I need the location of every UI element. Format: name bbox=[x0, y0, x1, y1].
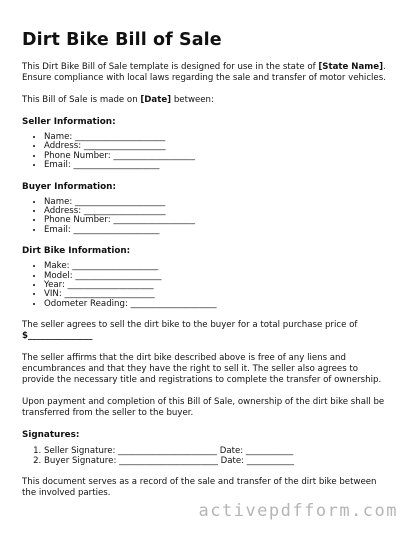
seller-list bbox=[22, 133, 390, 171]
date-placeholder: [Date] bbox=[140, 95, 172, 105]
seller-address-field: • Address: ___________________ bbox=[44, 142, 390, 151]
signatures-heading: Signatures: bbox=[22, 430, 80, 441]
buyer-signature-line: 2. Buyer Signature: _______________________ Date: ___________ bbox=[44, 456, 390, 466]
intro-suffix: . Ensure compliance with local laws regarding the sale and transfer of motor vehicles. bbox=[22, 62, 386, 83]
state-placeholder: [State Name] bbox=[318, 62, 384, 72]
intro-paragraph bbox=[22, 62, 390, 84]
seller-phone-field: • Phone Number: ___________________ bbox=[44, 152, 390, 161]
date-line bbox=[22, 95, 390, 106]
bike-model-field: • Model: ____________________ bbox=[44, 272, 390, 281]
date-suffix: between: bbox=[171, 95, 214, 105]
document-title: Dirt Bike Bill of Sale bbox=[22, 30, 222, 50]
bike-make-field: • Make: ____________________ bbox=[44, 262, 390, 271]
buyer-name-field: • Name: _____________________ bbox=[44, 198, 390, 207]
date-prefix: This Bill of Sale is made on bbox=[22, 95, 141, 105]
bike-heading: Dirt Bike Information: bbox=[22, 246, 131, 257]
buyer-address-field: • Address: ___________________ bbox=[44, 207, 390, 216]
buyer-phone-field: • Phone Number: ___________________ bbox=[44, 216, 390, 225]
affirmation-paragraph: The seller affirms that the dirt bike described above is free of any liens and encumbrances and that they have the right to sell it. The seller also agrees to provide the necessary title and registrations to complete the transfer of ownership. bbox=[22, 353, 382, 386]
seller-signature-line: 1. Seller Signature: _______________________ Date: ___________ bbox=[44, 446, 390, 456]
signatures-list bbox=[22, 446, 390, 466]
buyer-heading: Buyer Information: bbox=[22, 181, 116, 192]
transfer-paragraph: Upon payment and completion of this Bill of Sale, ownership of the dirt bike shall be transferred from the seller to the buyer. bbox=[22, 397, 385, 419]
seller-heading: Seller Information: bbox=[22, 117, 116, 127]
seller-name-field: • Name: _____________________ bbox=[44, 133, 390, 142]
bike-odometer-field: • Odometer Reading: ____________________ bbox=[44, 300, 390, 309]
buyer-email-field: • Email: ____________________ bbox=[44, 226, 390, 235]
bike-list bbox=[22, 262, 390, 309]
watermark: activepdfform.com bbox=[198, 501, 398, 521]
intro-prefix: This Dirt Bike Bill of Sale template is designed for use in the state of bbox=[22, 62, 319, 72]
price-text: The seller agrees to sell the dirt bike to the buyer for a total purchase price of bbox=[22, 320, 358, 331]
price-amount: $_______________ bbox=[22, 331, 93, 342]
closing-paragraph: This document serves as a record of the sale and transfer of the dirt bike between the involved parties. bbox=[22, 477, 377, 499]
price-paragraph bbox=[22, 320, 390, 342]
seller-email-field: • Email: ____________________ bbox=[44, 161, 390, 170]
buyer-list bbox=[22, 198, 390, 236]
bike-vin-field: • VIN: _____________________ bbox=[44, 290, 390, 299]
bike-year-field: • Year: ____________________ bbox=[44, 281, 390, 290]
